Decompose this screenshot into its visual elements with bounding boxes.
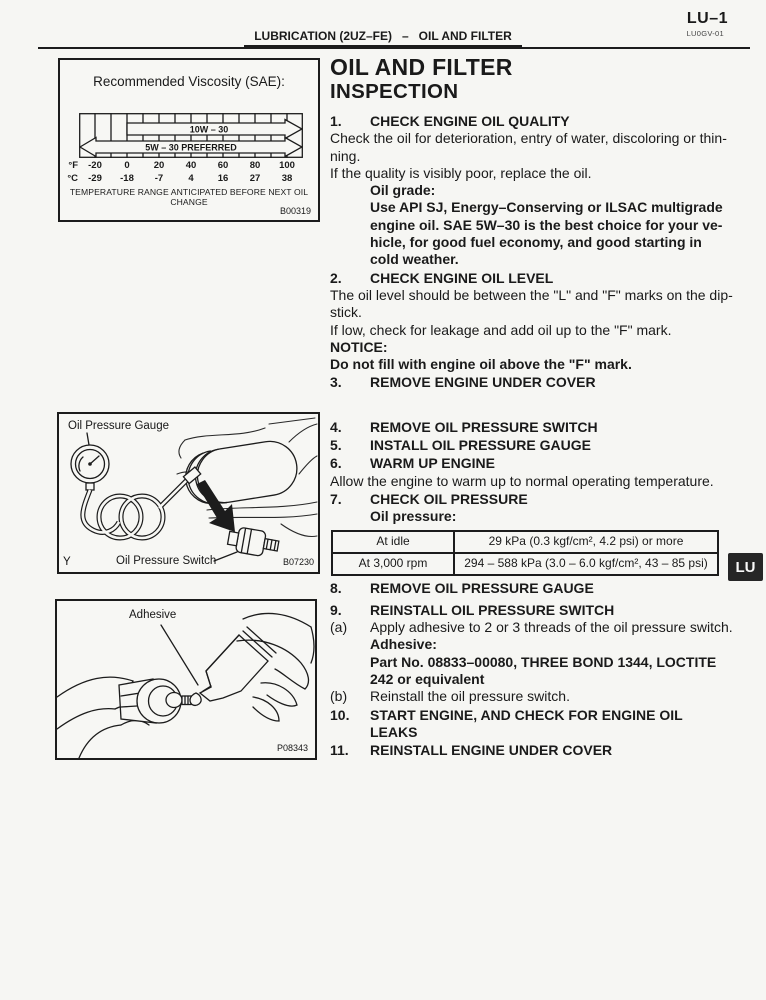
viscosity-title: Recommended Viscosity (SAE): bbox=[93, 74, 285, 89]
running-header bbox=[0, 29, 766, 43]
fahrenheit-axis bbox=[68, 160, 303, 173]
band-5w30-label: 5W – 30 PREFERRED bbox=[145, 142, 237, 153]
step-3-heading bbox=[330, 374, 764, 391]
adhesive-tube-drawing bbox=[200, 627, 276, 701]
unit-f: °F bbox=[68, 160, 78, 171]
f-tick: 100 bbox=[279, 160, 295, 171]
body-line: stick. bbox=[330, 304, 362, 321]
spec-line: Oil grade: bbox=[370, 182, 436, 199]
celsius-axis bbox=[67, 173, 303, 186]
figure-code: P08343 bbox=[277, 743, 309, 753]
figure-code: B00319 bbox=[279, 206, 311, 216]
step-number: 4. bbox=[330, 418, 342, 435]
pressure-value-cell: 294 – 588 kPa (3.0 – 6.0 kgf/cm², 43 – 85 psi) bbox=[454, 553, 718, 575]
step-title: START ENGINE, AND CHECK FOR ENGINE OIL bbox=[370, 706, 683, 723]
body-line: If the quality is visibly poor, replace the oil. bbox=[330, 164, 592, 181]
step-number: 7. bbox=[330, 490, 342, 507]
step-title: REINSTALL ENGINE UNDER COVER bbox=[370, 742, 613, 759]
spec-line: 242 or equivalent bbox=[370, 671, 485, 688]
adhesive-illustration bbox=[57, 601, 315, 758]
body-line: ning. bbox=[330, 147, 361, 164]
step-10-heading-line2: LEAKS bbox=[370, 723, 418, 740]
step-title: REMOVE OIL PRESSURE GAUGE bbox=[370, 579, 594, 596]
section-tab: LU bbox=[728, 553, 763, 581]
c-tick: 38 bbox=[281, 173, 293, 184]
spec-line: Adhesive: bbox=[370, 636, 437, 653]
f-tick: 0 bbox=[124, 160, 130, 171]
body-line: Check the oil for deterioration, entry of water, discoloring or thin- bbox=[330, 130, 727, 147]
c-tick: 16 bbox=[217, 173, 229, 184]
step-5-heading bbox=[330, 437, 764, 454]
c-tick: -7 bbox=[154, 173, 164, 184]
adhesive-label: Adhesive bbox=[129, 609, 177, 621]
step-number: 10. bbox=[330, 706, 350, 723]
step-number: 2. bbox=[330, 269, 342, 286]
body-line: The oil level should be between the "L" and "F" marks on the dip- bbox=[330, 286, 733, 303]
switch-label: Oil Pressure Switch bbox=[116, 555, 217, 567]
c-tick: 4 bbox=[188, 173, 194, 184]
running-header-text: LUBRICATION (2UZ–FE) – OIL AND FILTER bbox=[244, 29, 522, 47]
substep-text: Apply adhesive to 2 or 3 threads of the oil pressure switch. bbox=[370, 619, 733, 636]
viscosity-chart bbox=[79, 113, 303, 158]
step-11-heading bbox=[330, 742, 764, 759]
viscosity-grid bbox=[79, 113, 303, 158]
notice-text: Do not fill with engine oil above the "F" mark. bbox=[330, 356, 632, 373]
pressure-value-cell: 29 kPa (0.3 kgf/cm², 4.2 psi) or more bbox=[454, 531, 718, 553]
figure-viscosity bbox=[58, 58, 320, 222]
spec-line: Use API SJ, Energy–Conserving or ILSAC multigrade bbox=[370, 199, 723, 216]
unit-c: °C bbox=[67, 173, 78, 184]
gauge-label: Oil Pressure Gauge bbox=[68, 420, 169, 432]
step-number: 3. bbox=[330, 374, 342, 391]
spec-line: cold weather. bbox=[370, 251, 459, 268]
step-title: CHECK ENGINE OIL QUALITY bbox=[370, 113, 570, 129]
substep-letter: (a) bbox=[330, 619, 348, 636]
gauge-illustration bbox=[59, 414, 318, 572]
header-rule bbox=[38, 47, 750, 49]
adhesive-drop bbox=[190, 693, 201, 705]
spec-line: hicle, for good fuel economy, and good starting in bbox=[370, 234, 702, 251]
body-line: If low, check for leakage and add oil up to the "F" mark. bbox=[330, 321, 672, 338]
substep-a bbox=[330, 619, 764, 636]
step-title: CHECK OIL PRESSURE bbox=[370, 490, 528, 507]
step-4-heading bbox=[330, 419, 764, 436]
pressure-gauge-drawing bbox=[71, 445, 109, 490]
figure-adhesive bbox=[55, 599, 317, 760]
page-number: LU–1 bbox=[686, 10, 728, 27]
step-title: REINSTALL OIL PRESSURE SWITCH bbox=[370, 601, 615, 618]
substep-text: Reinstall the oil pressure switch. bbox=[370, 688, 570, 705]
table-row bbox=[332, 531, 718, 553]
step-title: REMOVE OIL PRESSURE SWITCH bbox=[370, 418, 598, 435]
step-6-heading bbox=[330, 455, 764, 472]
viscosity-caption: TEMPERATURE RANGE ANTICIPATED BEFORE NEXT OIL CHANGE bbox=[69, 187, 309, 207]
switch-drawing bbox=[119, 679, 191, 723]
notice-label: NOTICE: bbox=[330, 338, 388, 355]
figure-oil-pressure-gauge bbox=[57, 412, 320, 574]
band-10w30-label: 10W – 30 bbox=[189, 124, 229, 135]
step-10-heading bbox=[330, 707, 764, 724]
spec-line: engine oil. SAE 5W–30 is the best choice for your ve- bbox=[370, 216, 723, 233]
f-tick: 20 bbox=[153, 160, 165, 171]
spec-line: Oil pressure: bbox=[370, 508, 457, 525]
article-subtitle: INSPECTION bbox=[330, 80, 459, 103]
step-number: 1. bbox=[330, 113, 342, 129]
c-tick: -29 bbox=[88, 173, 102, 184]
step-number: 9. bbox=[330, 601, 342, 618]
step-title: CHECK ENGINE OIL LEVEL bbox=[370, 269, 554, 286]
article-title: OIL AND FILTER bbox=[330, 54, 513, 80]
step-title: INSTALL OIL PRESSURE GAUGE bbox=[370, 437, 591, 454]
oil-pressure-table bbox=[331, 530, 719, 576]
text-column bbox=[330, 55, 764, 760]
c-tick: 27 bbox=[249, 173, 261, 184]
step-2-heading bbox=[330, 270, 764, 287]
step-title: REMOVE ENGINE UNDER COVER bbox=[370, 374, 596, 391]
step-1-heading bbox=[330, 113, 764, 130]
spec-line: Part No. 08833–00080, THREE BOND 1344, LOCTITE bbox=[370, 653, 717, 670]
body-line: Allow the engine to warm up to normal operating temperature. bbox=[330, 472, 714, 489]
table-row bbox=[332, 553, 718, 575]
substep-letter: (b) bbox=[330, 688, 348, 705]
step-8-heading bbox=[330, 580, 764, 597]
step-7-heading bbox=[330, 491, 764, 508]
c-tick: -18 bbox=[120, 173, 134, 184]
step-number: 5. bbox=[330, 437, 342, 454]
article-code: LU0GV-01 bbox=[686, 29, 724, 38]
f-tick: 80 bbox=[249, 160, 261, 171]
f-tick: 60 bbox=[217, 160, 229, 171]
figure-code: B07230 bbox=[283, 557, 315, 567]
f-tick: -20 bbox=[88, 160, 102, 171]
pressure-condition-cell: At idle bbox=[332, 531, 454, 553]
step-number: 6. bbox=[330, 455, 342, 472]
f-tick: 40 bbox=[185, 160, 197, 171]
corner-letter: Y bbox=[63, 556, 71, 568]
step-title: WARM UP ENGINE bbox=[370, 455, 495, 472]
step-number: 11. bbox=[330, 742, 349, 759]
step-9-heading bbox=[330, 602, 764, 619]
step-number: 8. bbox=[330, 579, 342, 596]
pressure-condition-cell: At 3,000 rpm bbox=[332, 553, 454, 575]
substep-b bbox=[330, 688, 764, 705]
